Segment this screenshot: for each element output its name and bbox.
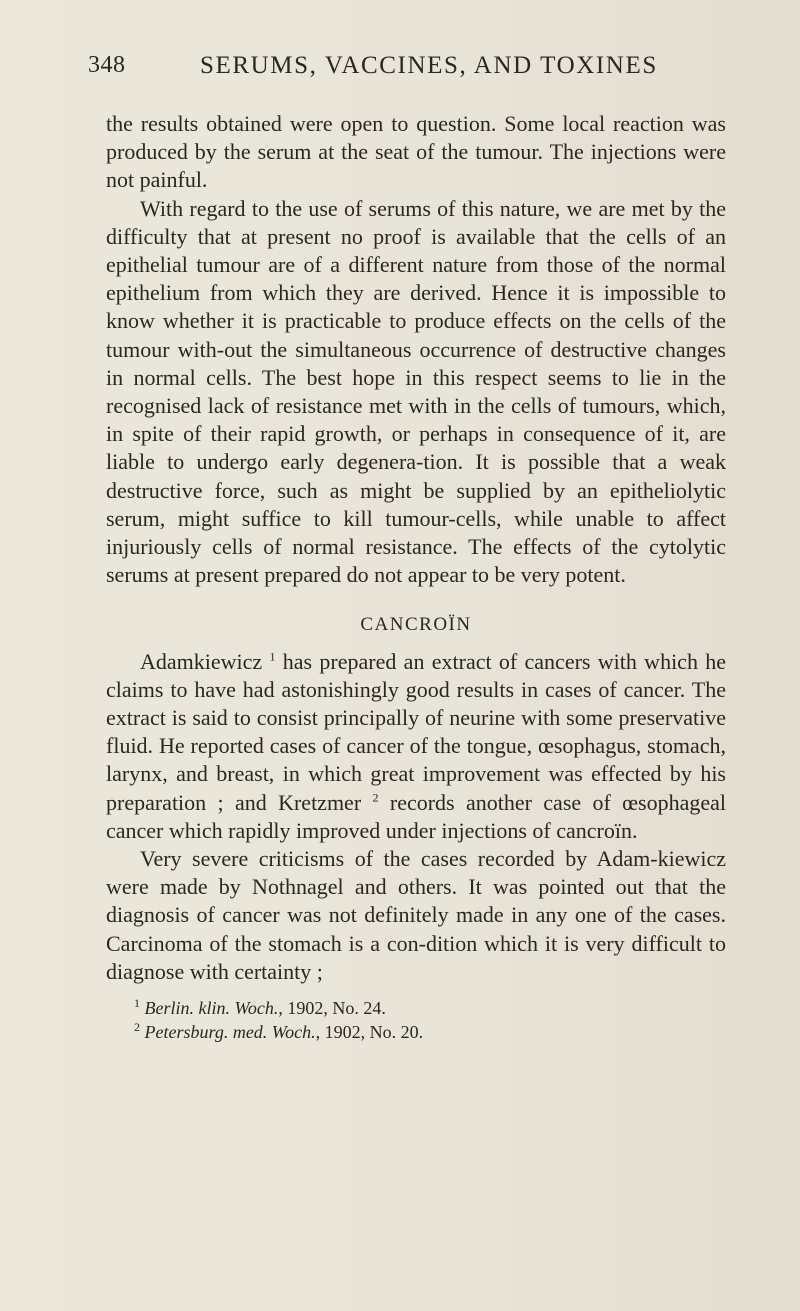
footnote-1-marker: 1 bbox=[134, 996, 140, 1011]
paragraph-continued: the results obtained were open to question. Some local reaction was produced by the serum at the seat of the tumour. The injections were not painful. bbox=[106, 111, 726, 193]
adamkiewicz-text-1: has prepared an extract of cancers with which he claims to have had astonishingly good results in cases of cancer. The extract is said to consist principally of neurine with some preservative fluid. He reported cases of cancer of the tongue, œsophagus, stomach, larynx, and breast, in which great improvement was effected by his preparation ; and Kretzmer bbox=[106, 648, 727, 815]
footnote-1-source: Berlin. klin. Woch. bbox=[144, 998, 279, 1019]
paragraph-serum-difficulty: With regard to the use of serums of this nature, we are met by the difficulty that at present no proof is available that the cells of an epithelial tumour are of a different nature from those of the normal epithelium from which they are derived. Hence it is impossible to know whether it is practicable to produce effects on the cells of the tumour with-out the simultaneous occurrence of destructive changes in normal cells. The best hope in this respect seems to lie in the recognised lack of resistance met with in the cells of tumours, which, in spite of their rapid growth, or perhaps in consequence of it, are liable to undergo early degenera-tion. It is possible that a weak destructive force, such as might be supplied by an epitheliolytic serum, might suffice to kill tumour-cells, while unable to affect injuriously cells of normal resistance. The effects of the cytolytic serums at present prepared do not appear to be very potent. bbox=[106, 195, 726, 588]
footnote-2-detail: , 1902, No. 20. bbox=[315, 1022, 424, 1043]
adamkiewicz-text-2: records another case of œsophageal cancer which rapidly improved under injections of cancroïn. bbox=[106, 789, 727, 843]
footnote-1 bbox=[134, 996, 726, 1020]
footnote-ref-2: 2 bbox=[372, 790, 379, 805]
footnote-ref-1: 1 bbox=[269, 649, 276, 664]
footnote-2-marker: 2 bbox=[134, 1020, 140, 1035]
paragraph-criticisms: Very severe criticisms of the cases recorded by Adam-kiewicz were made by Nothnagel and others. It was pointed out that the diagnosis of cancer was not definitely made in any one of the cases. Carcinoma of the stomach is a con-dition which it is very difficult to diagnose with certainty ; bbox=[106, 846, 726, 984]
adamkiewicz-name: Adamkiewicz bbox=[140, 648, 263, 674]
running-head bbox=[88, 52, 728, 96]
page-number: 348 bbox=[88, 52, 126, 78]
footnote-1-detail: , 1902, No. 24. bbox=[278, 998, 386, 1019]
footnote-2 bbox=[134, 1020, 726, 1044]
body-text bbox=[106, 110, 726, 1044]
footnote-2-source: Petersburg. med. Woch. bbox=[144, 1022, 316, 1043]
section-heading-cancroin: CANCROÏN bbox=[360, 614, 472, 636]
running-title: SERUMS, VACCINES, AND TOXINES bbox=[200, 52, 658, 79]
footnotes bbox=[106, 996, 726, 1044]
paragraph-adamkiewicz bbox=[106, 648, 726, 845]
